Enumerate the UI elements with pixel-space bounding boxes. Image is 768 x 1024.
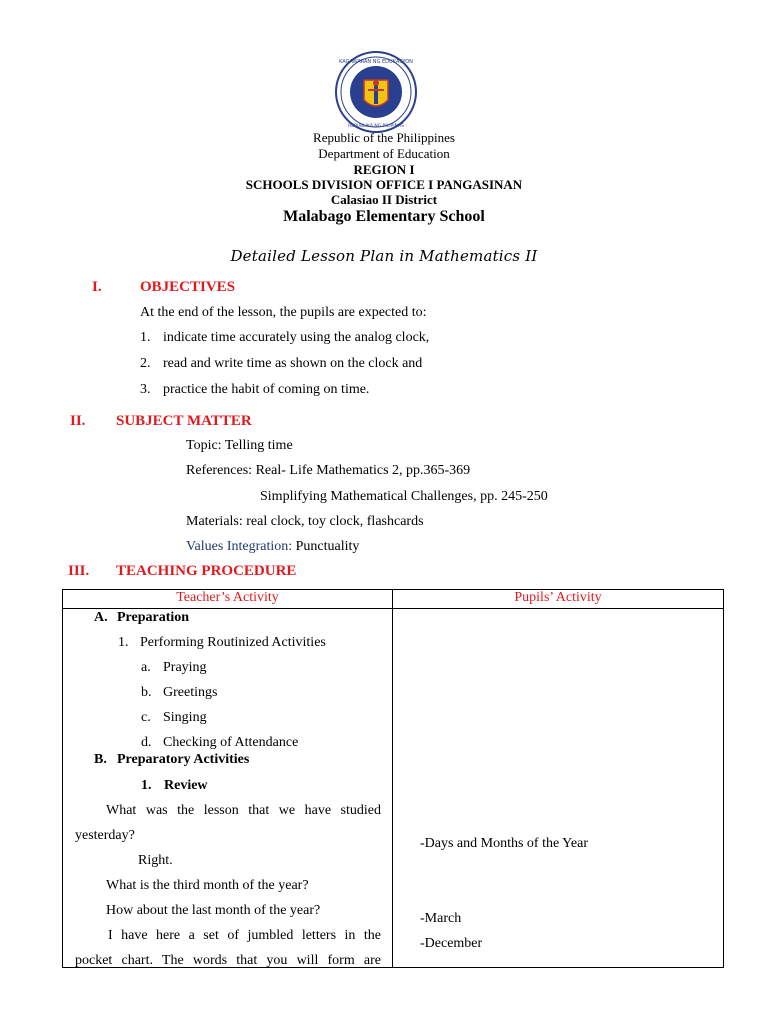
subject-values xyxy=(186,539,359,555)
lesson-plan-title: Detailed Lesson Plan in Mathematics II xyxy=(230,247,538,265)
objective-text-3: practice the habit of coming on time. xyxy=(163,382,370,397)
routine-item-c: Singing xyxy=(163,710,207,725)
svg-text:KAGAWARAN NG EDUKASYON: KAGAWARAN NG EDUKASYON xyxy=(339,59,413,65)
pupil-answer-3: -December xyxy=(420,936,483,951)
teacher-right: Right. xyxy=(138,853,173,868)
review-num: 1. xyxy=(141,778,152,793)
pupil-answer-1: -Days and Months of the Year xyxy=(420,836,588,851)
routine-letter-d: d. xyxy=(141,735,152,750)
objectives-heading: OBJECTIVES xyxy=(140,279,236,295)
question-2: What is the third month of the year? xyxy=(106,878,309,893)
objectives-intro: At the end of the lesson, the pupils are expected to: xyxy=(140,305,427,320)
review-title: Review xyxy=(164,778,208,793)
routine-item-d: Checking of Attendance xyxy=(163,735,299,750)
pupils-activity-header: Pupils’ Activity xyxy=(393,590,724,609)
procedure-heading: TEACHING PROCEDURE xyxy=(116,563,297,579)
subject-references-2: Simplifying Mathematical Challenges, pp. 245-250 xyxy=(260,489,548,504)
procedure-table xyxy=(62,589,724,968)
subject-matter-numeral: II. xyxy=(70,413,86,429)
deped-seal-icon xyxy=(334,50,418,134)
question-3: How about the last month of the year? xyxy=(106,903,321,918)
prep-letter: A. xyxy=(94,610,108,625)
subject-topic: Topic: Telling time xyxy=(186,438,293,453)
routine-item-a: Praying xyxy=(163,660,207,675)
routine-item-b: Greetings xyxy=(163,685,218,700)
header-district: Calasiao II District xyxy=(330,192,438,207)
question-1-line-1: What was the lesson that we have studied xyxy=(106,803,381,818)
prepact-letter: B. xyxy=(94,752,107,767)
prep-title: Preparation xyxy=(117,610,190,625)
objective-text-2: read and write time as shown on the clock and xyxy=(163,356,423,371)
routine-letter-c: c. xyxy=(141,710,151,725)
teacher-activity-header: Teacher’s Activity xyxy=(63,590,393,609)
objective-num-2: 2. xyxy=(140,356,151,371)
pupil-answer-2: -March xyxy=(420,911,462,926)
values-value: Punctuality xyxy=(292,539,360,554)
question-4-line-2: pocket chart. The words that you will form are xyxy=(75,953,381,967)
pupils-activity-cell xyxy=(393,609,724,968)
svg-text:REPUBLIKA NG PILIPINAS: REPUBLIKA NG PILIPINAS xyxy=(348,124,404,129)
objectives-numeral: I. xyxy=(92,279,102,295)
objective-text-1: indicate time accurately using the analog clock, xyxy=(163,330,430,345)
teacher-activity-cell xyxy=(63,609,393,968)
routine-num: 1. xyxy=(118,635,129,650)
routine-letter-b: b. xyxy=(141,685,152,700)
question-4-line-1: I have here a set of jumbled letters in the xyxy=(108,928,381,943)
objective-num-3: 3. xyxy=(140,382,151,397)
subject-references: References: Real- Life Mathematics 2, pp.365-369 xyxy=(186,463,471,478)
header-region: REGION I xyxy=(353,162,415,177)
subject-matter-heading: SUBJECT MATTER xyxy=(116,413,252,429)
header-department: Department of Education xyxy=(318,146,450,161)
values-label: Values Integration: xyxy=(186,539,293,554)
school-name: Malabago Elementary School xyxy=(283,208,485,225)
routine-title: Performing Routinized Activities xyxy=(140,635,326,650)
objective-num-1: 1. xyxy=(140,330,151,345)
header-division: SCHOOLS DIVISION OFFICE I PANGASINAN xyxy=(245,177,523,192)
procedure-numeral: III. xyxy=(68,563,90,579)
prepact-title: Preparatory Activities xyxy=(117,752,250,767)
question-1-line-2: yesterday? xyxy=(75,828,135,843)
header-republic: Republic of the Philippines xyxy=(313,130,455,145)
subject-materials: Materials: real clock, toy clock, flashcards xyxy=(186,514,424,529)
routine-letter-a: a. xyxy=(141,660,151,675)
